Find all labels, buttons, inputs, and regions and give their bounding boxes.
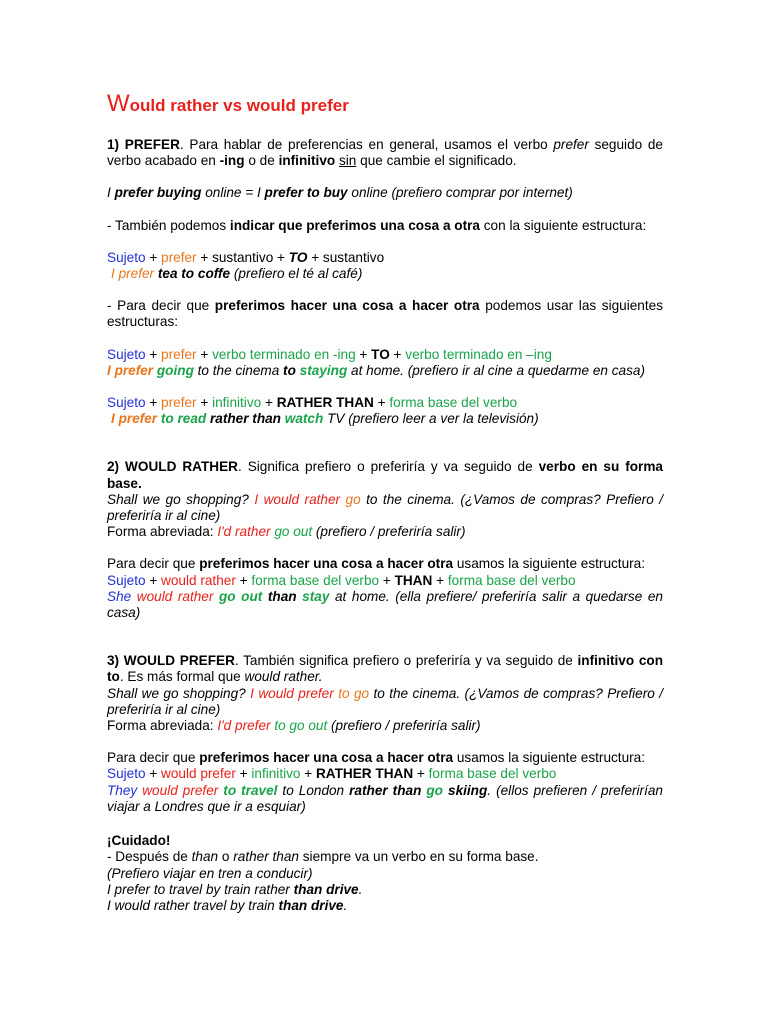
example-would-prefer-go: Shall we go shopping? I would prefer to go to the cinema. (¿Vamos de compras? Prefiero / preferiría ir al cine) — [107, 685, 664, 717]
example-would-rather-go: Shall we go shopping? I would rather go to the cinema. (¿Vamos de compras? Prefiero / preferiría ir al cine) — [107, 491, 663, 524]
example-prefer-tea: I prefer tea to coffe (prefiero el té al café) — [111, 266, 363, 282]
section-1-intro: 1) PREFER. Para hablar de preferencias en general, usamos el verbo prefer seguido de verbo acabado en -ing o de infinitivo sin que cambie el significado. — [107, 137, 663, 169]
page-title: Would rather vs would prefer — [107, 90, 349, 117]
para-decir-paragraph: - Para decir que preferimos hacer una cosa a hacer otra podemos usar las siguientes estructuras: — [107, 298, 663, 330]
structure-would-prefer-rather-than: Sujeto + would prefer + infinitivo + RATHER THAN + forma base del verbo — [107, 766, 557, 782]
cuidado-line-1: - Después de than o rather than siempre va un verbo en su forma base. — [107, 849, 539, 865]
cuidado-heading: ¡Cuidado! — [107, 833, 171, 849]
example-prefer-to-read: I prefer to read rather than watch TV (prefiero leer a ver la televisión) — [111, 411, 539, 427]
structure-prefer-to: Sujeto + prefer + sustantivo + TO + sustantivo — [107, 249, 385, 265]
section-2-intro: 2) WOULD RATHER. Significa prefiero o preferiría y va seguido de verbo en su forma base. — [107, 459, 663, 491]
cuidado-line-2: (Prefiero viajar en tren a conducir) — [107, 865, 313, 881]
example-prefer-going: I prefer going to the cinema to staying at home. (prefiero ir al cine a quedarme en casa) — [107, 362, 645, 378]
example-prefer-buying: I prefer buying online = I prefer to buy online (prefiero comprar por internet) — [107, 185, 573, 201]
abbreviation-id-prefer: Forma abreviada: I'd prefer to go out (prefiero / preferiría salir) — [107, 718, 481, 734]
example-they-would-prefer: They would prefer to travel to London rather than go skiing. (ellos prefieren / preferirían viajar a Londres que ir a esquiar) — [107, 782, 663, 814]
section-3-para-decir: Para decir que preferimos hacer una cosa a hacer otra usamos la siguiente estructura: — [107, 750, 645, 766]
abbreviation-id-rather: Forma abreviada: I'd rather go out (prefiero / preferiría salir) — [107, 524, 466, 540]
section-2-para-decir: Para decir que preferimos hacer una cosa a hacer otra usamos la siguiente estructura: — [107, 556, 645, 572]
structure-prefer-ing: Sujeto + prefer + verbo terminado en -ing + TO + verbo terminado en –ing — [107, 346, 552, 362]
document-page — [107, 90, 663, 914]
cuidado-line-4: I would rather travel by train than drive. — [107, 897, 348, 913]
structure-prefer-rather-than: Sujeto + prefer + infinitivo + RATHER THAN + forma base del verbo — [107, 395, 518, 411]
example-she-would-rather: She would rather go out than stay at home. (ella prefiere/ preferiría salir a quedarse en casa) — [107, 588, 663, 621]
section-3-intro: 3) WOULD PREFER. También significa prefiero o preferiría y va seguido de infinitivo con to. Es más formal que would rather. — [107, 653, 663, 685]
structure-would-rather-than: Sujeto + would rather + forma base del verbo + THAN + forma base del verbo — [107, 572, 576, 588]
cuidado-line-3: I prefer to travel by train rather than drive. — [107, 881, 363, 897]
tambien-paragraph: - También podemos indicar que preferimos una cosa a otra con la siguiente estructura: — [107, 217, 647, 233]
